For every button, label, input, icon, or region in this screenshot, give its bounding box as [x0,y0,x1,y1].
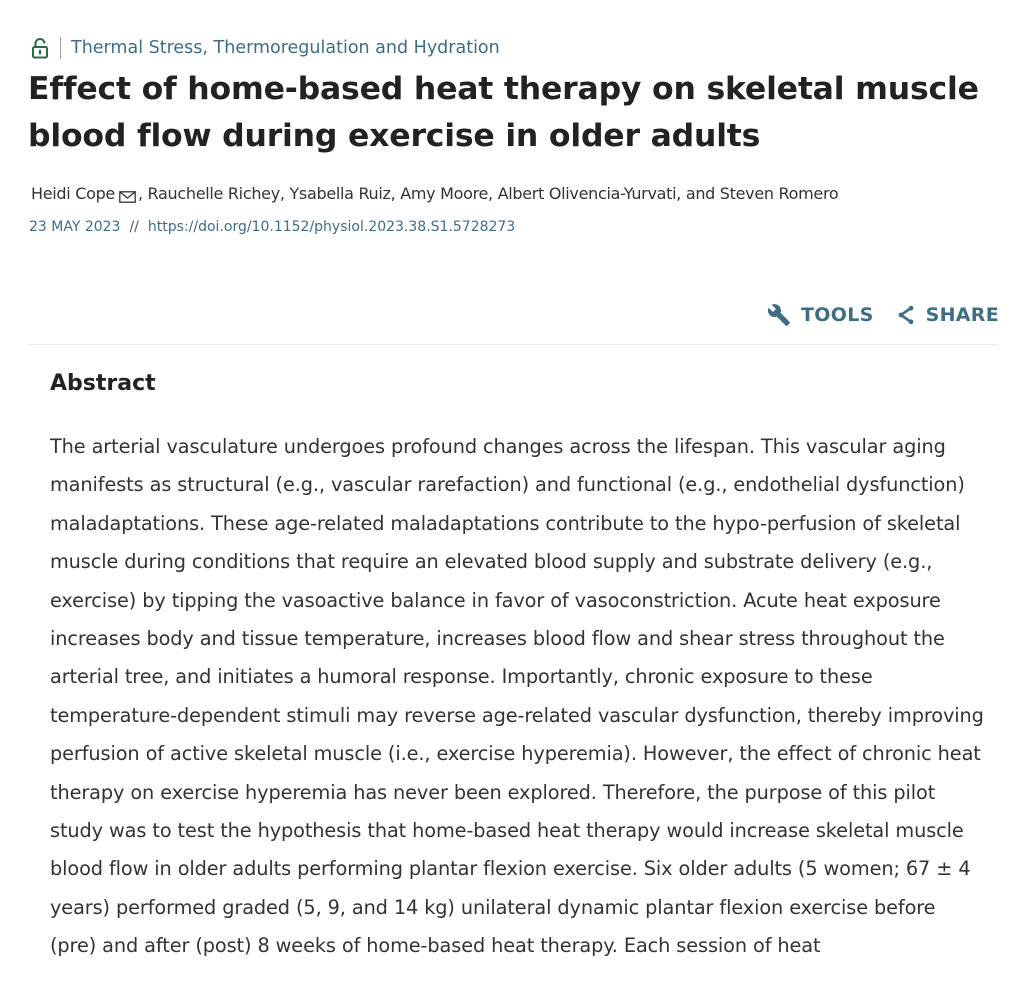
abstract-text: The arterial vasculature undergoes profound changes across the lifespan. This vascular aging manifests as structural (e.g., vascular rarefaction) and functional (e.g., endothelial dysfunction) maladaptations. These age-related maladaptations contribute to the hypo-perfusion of skeletal muscle during conditions that require an elevated blood supply and substrate delivery (e.g., exercise) by tipping the vasoactive balance in favor of vasoconstriction. Acute heat exposure increases body and tissue temperature, increases blood flow and shear stress throughout the arterial tree, and initiates a humoral response. Importantly, chronic exposure to these temperature-dependent stimuli may reverse age-related vascular dysfunction, thereby improving perfusion of active skeletal muscle (i.e., exercise hyperemia). However, the effect of chronic heat therapy on exercise hyperemia has never been explored. Therefore, the purpose of this pilot study was to test the hypothesis that home-based heat therapy would increase skeletal muscle blood flow in older adults performing plantar flexion exercise. Six older adults (5 women; 67 ± 4 years) performed graded (5, 9, and 14 kg) unilateral dynamic plantar flexion exercise before (pre) and after (post) 8 weeks of home-based heat therapy. Each session of heat [50,435,984,958]
tools-button[interactable] [767,303,874,327]
article-title: Effect of home-based heat therapy on skeletal muscle blood flow during exercise in older adults [28,71,979,154]
meta-separator: // [129,219,139,235]
section-divider [28,344,998,345]
share-label: SHARE [925,304,999,326]
article-header [28,34,1000,160]
publication-meta [29,219,515,235]
publication-date: 23 MAY 2023 [29,219,121,235]
author-first[interactable]: Heidi Cope [31,184,115,203]
open-lock-icon [30,36,50,60]
wrench-icon [767,303,791,327]
category-row [28,34,1000,62]
share-button[interactable] [896,304,999,326]
doi-link[interactable]: https://doi.org/10.1152/physiol.2023.38.S1.5728273 [147,219,516,235]
author-others[interactable]: , Rauchelle Richey, Ysabella Ruiz, Amy Moore, Albert Olivencia-Yurvati, and Steven Romero [137,184,839,203]
author-list [31,184,838,203]
category-separator [60,37,61,59]
mail-icon[interactable] [119,188,136,200]
tools-label: TOOLS [801,304,874,326]
category-link[interactable]: Thermal Stress, Thermoregulation and Hydration [71,38,500,58]
article-toolbar [767,302,999,328]
share-icon [896,305,916,325]
abstract-heading: Abstract [50,371,156,396]
